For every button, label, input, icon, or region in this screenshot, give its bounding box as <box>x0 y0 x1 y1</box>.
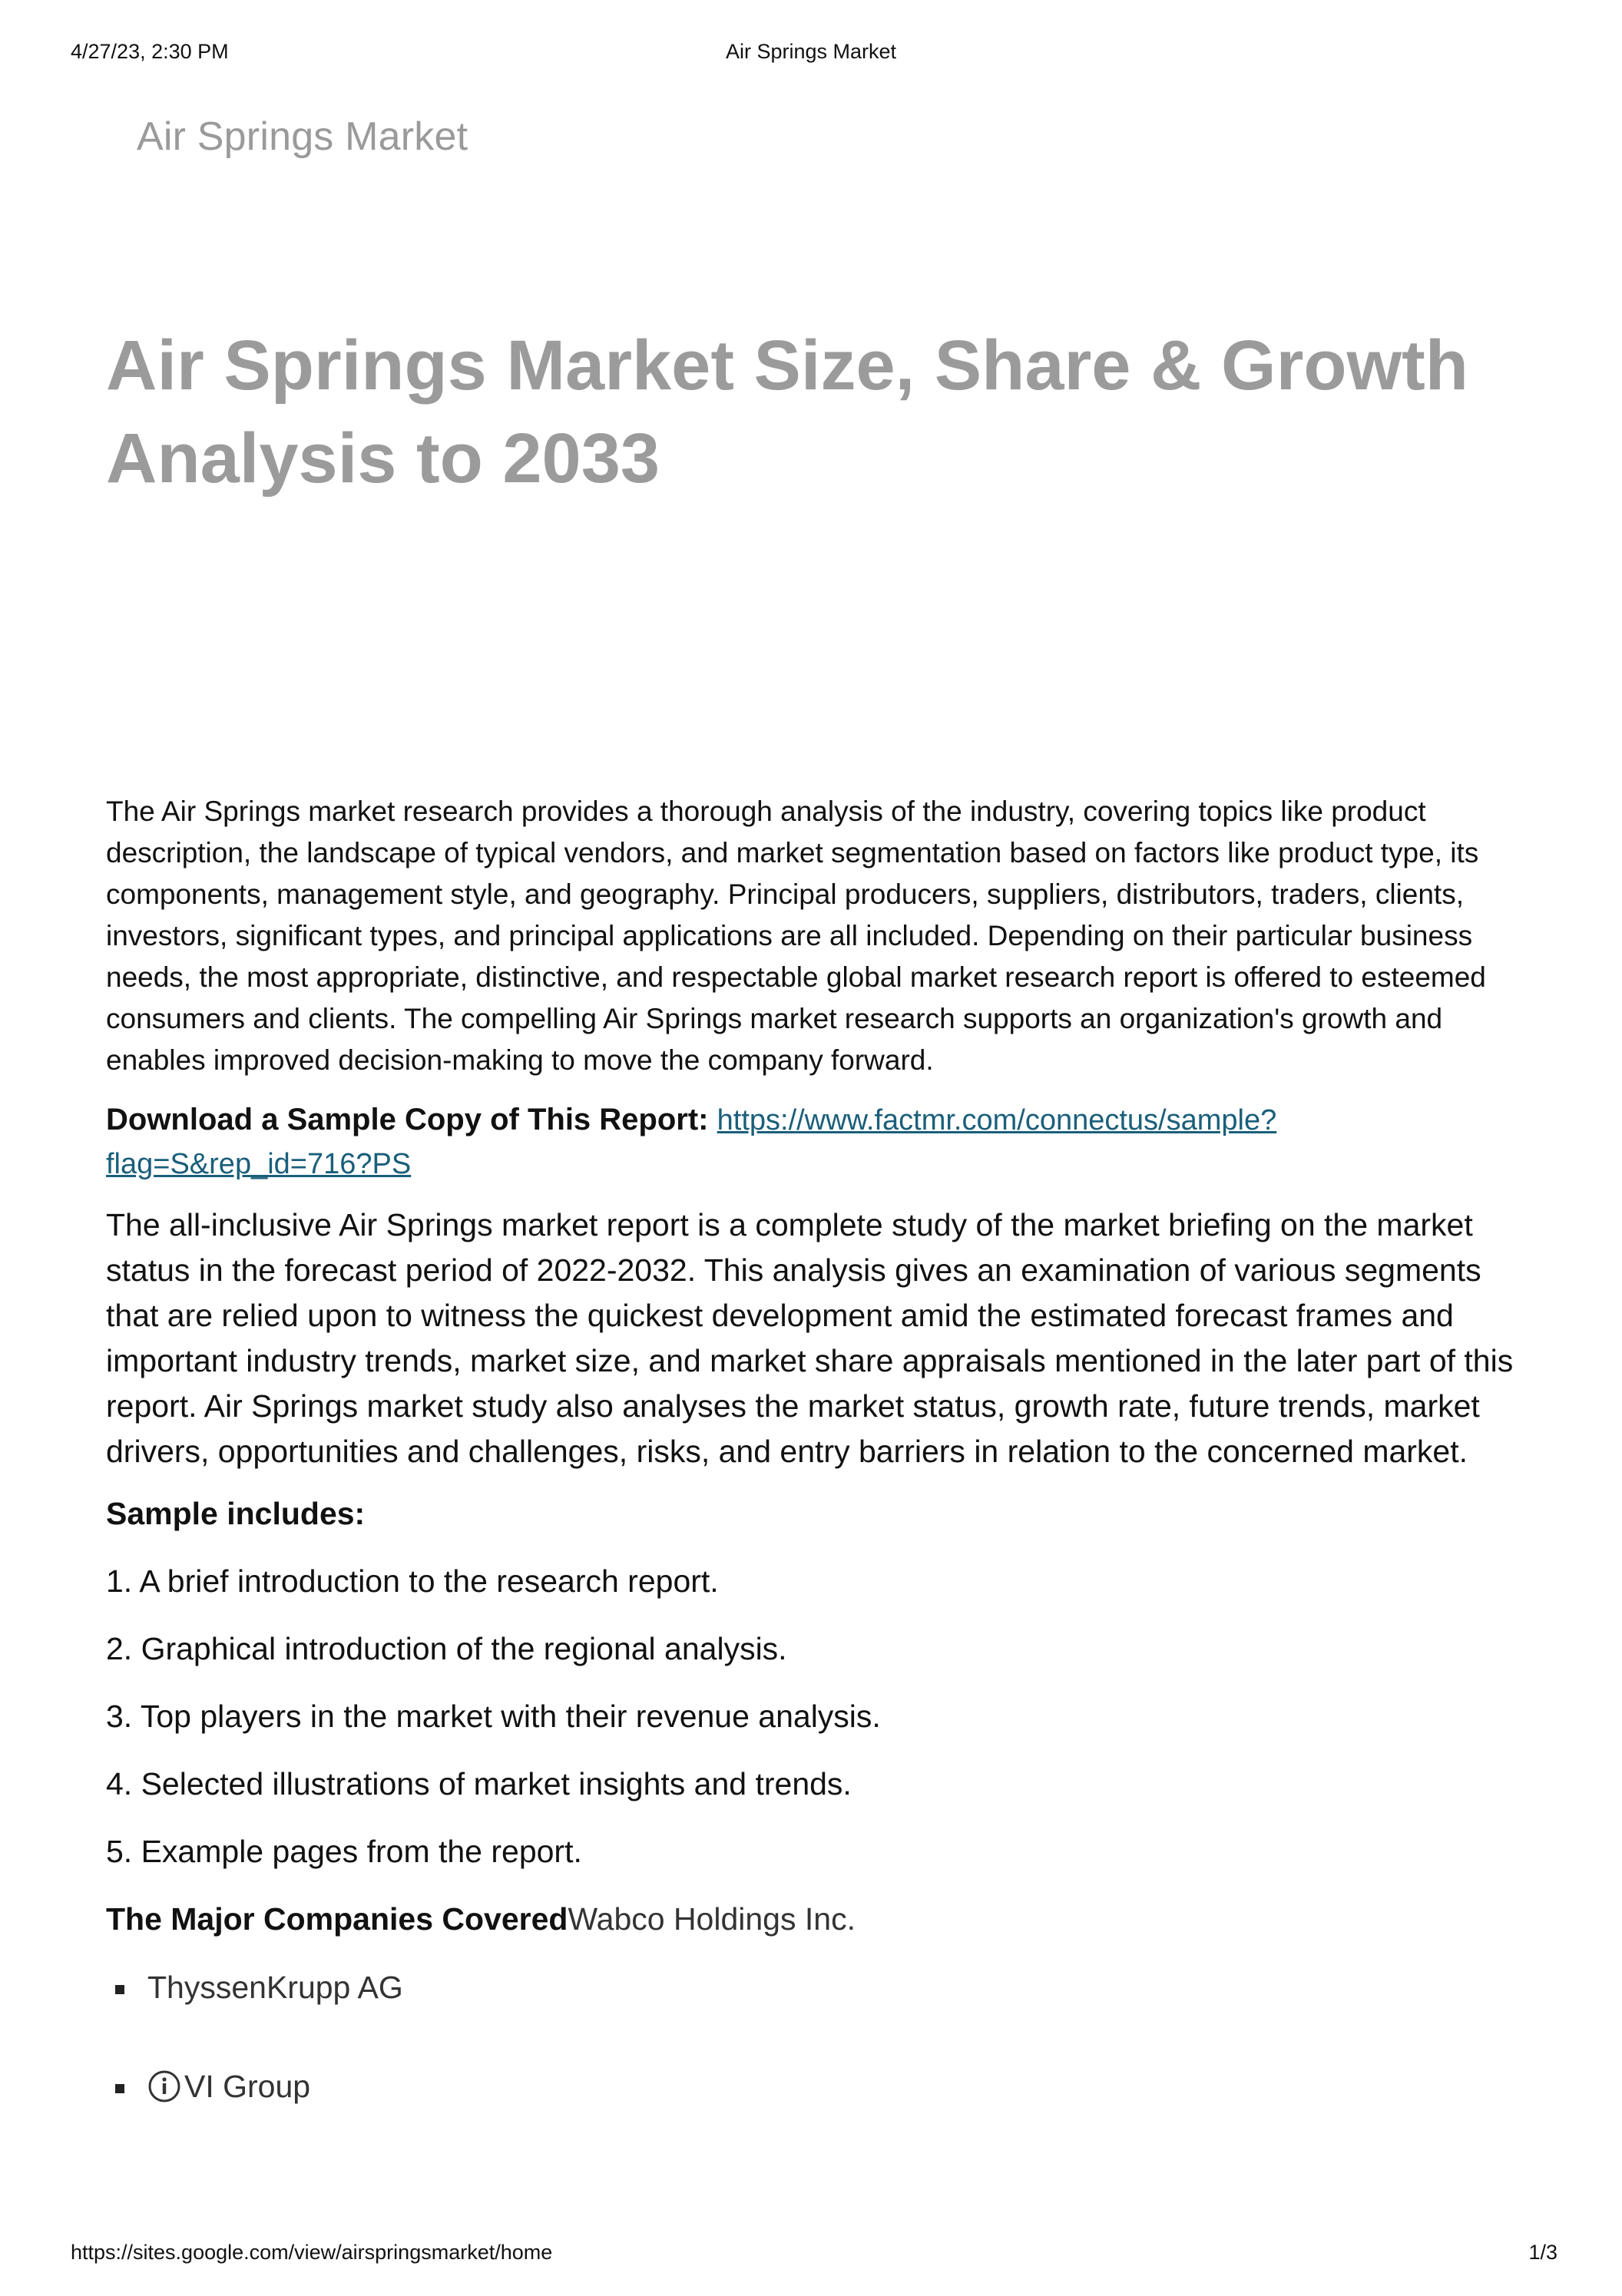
download-sample-line <box>106 1098 1528 1186</box>
company-name: Wabco Holdings Inc. <box>568 1901 856 1937</box>
company-name: VI Group <box>184 2069 311 2104</box>
sample-item: 4. Selected illustrations of market insights and trends. <box>106 1766 852 1801</box>
print-footer <box>0 2241 1622 2271</box>
print-page-title: Air Springs Market <box>725 40 897 63</box>
info-icon[interactable] <box>147 2069 181 2103</box>
main-content <box>106 791 1528 2109</box>
page-title: Air Springs Market Size, Share & Growth Analysis to 2033 <box>106 326 1468 498</box>
sample-item: 3. Top players in the market with their revenue analysis. <box>106 1699 881 1734</box>
company-list <box>106 1965 1528 2109</box>
company-list-item <box>106 2064 1528 2109</box>
print-header <box>0 40 1622 71</box>
sample-item: 5. Example pages from the report. <box>106 1834 582 1869</box>
sample-includes-heading: Sample includes: <box>106 1496 366 1531</box>
sample-item: 1. A brief introduction to the research report. <box>106 1563 719 1599</box>
print-page-url: https://sites.google.com/view/airspringsmarket/home <box>71 2241 553 2264</box>
company-list-item <box>106 1965 1528 2010</box>
download-sample-label: Download a Sample Copy of This Report: <box>106 1103 709 1136</box>
company-name: ThyssenKrupp AG <box>147 1970 403 2005</box>
print-datetime: 4/27/23, 2:30 PM <box>71 40 229 63</box>
bullet-square-icon <box>115 1985 124 1994</box>
bullet-square-icon <box>115 2084 124 2093</box>
intro-paragraph: The Air Springs market research provides a thorough analysis of the industry, covering topics like product description, the landscape of typical vendors, and market segmentation based on factors like product type, its components, management style, and geography. Principal producers, suppliers, distributors, traders, clients, investors, significant types, and principal applications are all included. Depending on their particular business needs, the most appropriate, distinctive, and respectable global market research report is offered to esteemed consumers and clients. The compelling Air Springs market research supports an organization's growth and enables improved decision-making to move the company forward. <box>106 796 1486 1076</box>
major-companies-line <box>106 1897 1528 1942</box>
sample-item: 2. Graphical introduction of the regional analysis. <box>106 1631 787 1666</box>
sample-includes-list <box>106 1559 1528 1874</box>
print-page-number: 1/3 <box>1528 2241 1557 2264</box>
major-companies-label: The Major Companies Covered <box>106 1901 568 1937</box>
report-description-paragraph: The all-inclusive Air Springs market report is a complete study of the market briefing on the market status in the forecast period of 2022-2032. This analysis gives an examination of various segments that are relied upon to witness the quickest development amid the estimated forecast frames and important industry trends, market size, and market share appraisals mentioned in the later part of this report. Air Springs market study also analyses the market status, growth rate, future trends, market drivers, opportunities and challenges, risks, and entry barriers in relation to the concerned market. <box>106 1207 1514 1469</box>
download-sample-link[interactable]: https://www.factmr.com/connectus/sample?flag=S&rep_id=716?PS <box>106 1104 1277 1180</box>
site-name-link[interactable]: Air Springs Market <box>137 114 468 159</box>
